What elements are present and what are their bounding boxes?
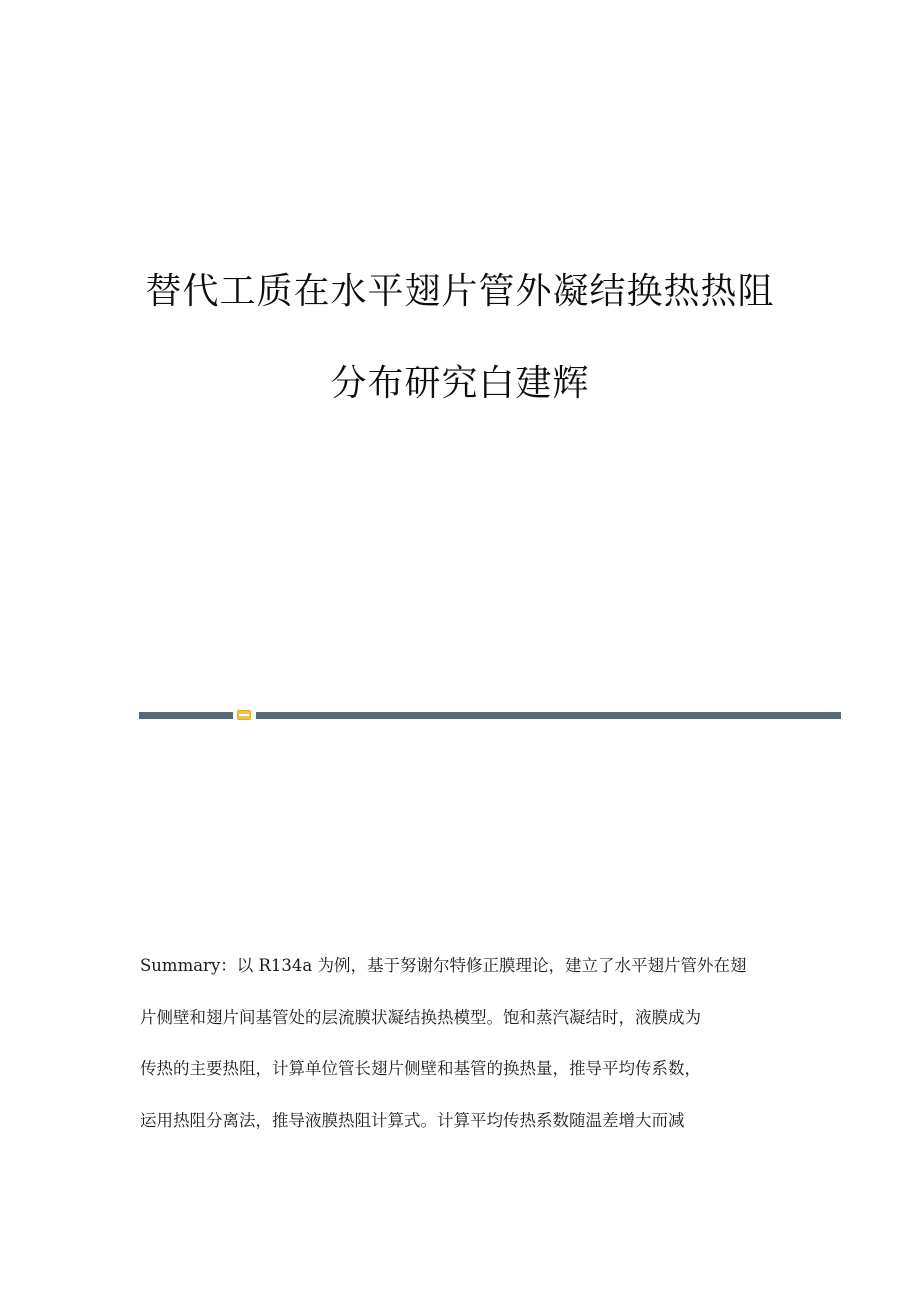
divider-emblem-icon <box>237 710 251 720</box>
summary-line: 片侧壁和翅片间基管处的层流膜状凝结换热模型。饱和蒸汽凝结时，液膜成为 <box>140 1007 701 1027</box>
summary-line: Summary：以 R134a 为例，基于努谢尔特修正膜理论，建立了水平翅片管外在翅 <box>140 956 747 975</box>
summary-line: 运用热阻分离法，推导液膜热阻计算式。计算平均传热系数随温差增大而减 <box>140 1110 685 1130</box>
summary-paragraph <box>140 948 790 1154</box>
summary-line: 传热的主要热阻，计算单位管长翅片侧壁和基管的换热量，推导平均传系数， <box>140 1059 701 1078</box>
section-divider <box>139 710 841 720</box>
document-title-line-1: 替代工质在水平翅片管外凝结换热热阻 <box>145 271 775 312</box>
document-title-line-2: 分布研究白建辉 <box>330 363 590 404</box>
divider-left-bar <box>139 712 233 719</box>
divider-right-bar <box>256 712 841 719</box>
